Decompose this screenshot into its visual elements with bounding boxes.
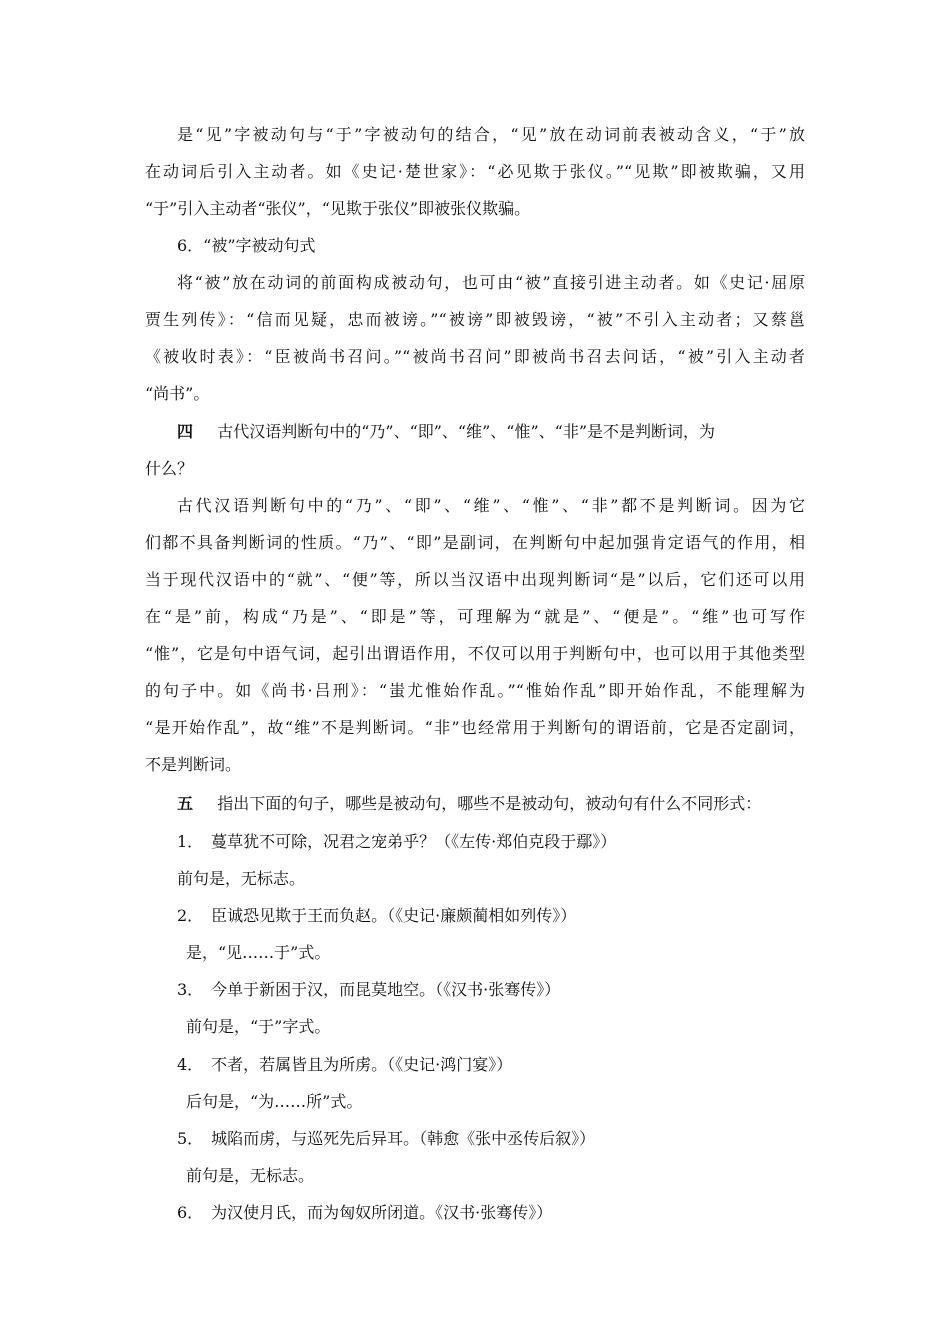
section-heading: 6．“被”字被动句式	[177, 236, 316, 255]
exercise-answer: 前句是，无标志。	[186, 1166, 315, 1185]
text-line: 不是判断词。	[145, 755, 242, 774]
text-line: 们都不具备判断词的性质。“乃”、“即”是副词，在判断句中起加强肯定语气的作用，相	[145, 533, 805, 552]
text-line: 《被收时表》：“臣被尚书召问。”“被尚书召问”即被尚书召去问话，“被”引入主动者	[145, 347, 805, 366]
text-line: 古代汉语判断句中的“乃”、“即”、“维”、“惟”、“非”都不是判断词。因为它	[177, 496, 805, 515]
text-line: 什么？	[145, 459, 194, 478]
exercise-answer: 前句是，“于”字式。	[186, 1017, 331, 1036]
exercise-answer: 后句是，“为……所”式。	[186, 1092, 363, 1111]
text-line: “尚书”。	[145, 384, 210, 403]
exercise-item: 6． 为汉使月氏，而为匈奴所闭道。《汉书·张骞传》）	[177, 1203, 553, 1222]
question-text: 指出下面的句子，哪些是被动句，哪些不是被动句，被动句有什么不同形式：	[217, 794, 762, 813]
text-line: 的句子中。如《尚书·吕刑》：“蚩尤惟始作乱。”“惟始作乱”即开始作乱，不能理解为	[145, 681, 805, 700]
question-line	[177, 794, 761, 814]
text-line: 当于现代汉语中的“就”、“便”等，所以当汉语中出现判断词“是”以后，它们还可以用	[145, 570, 805, 589]
exercise-item: 5． 城陷而虏，与巡死先后异耳。（韩愈《张中丞传后叙》）	[177, 1129, 596, 1148]
question-number: 五	[177, 794, 194, 813]
question-number: 四	[177, 422, 194, 441]
text-line: 在“是”前，构成“乃是”、“即是”等，可理解为“就是”、“便是”。“维”也可写作	[145, 607, 805, 626]
exercise-item: 3． 今单于新困于汉，而昆莫地空。（《汉书·张骞传》）	[177, 980, 561, 999]
text-line: 是“见”字被动句与“于”字被动句的结合，“见”放在动词前表被动含义，“于”放	[177, 125, 805, 144]
text-line: 将“被”放在动词的前面构成被动句，也可由“被”直接引进主动者。如《史记·屈原	[177, 273, 805, 292]
text-line: “于”引入主动者“张仪”，“见欺于张仪”即被张仪欺骗。	[145, 199, 531, 218]
exercise-item: 2． 臣诚恐见欺于王而负赵。（《史记·廉颇蔺相如列传》）	[177, 906, 577, 925]
text-line: 贾生列传》：“信而见疑，忠而被谤。”“被谤”即被毁谤，“被”不引入主动者；又蔡邕	[145, 310, 805, 329]
exercise-answer: 前句是，无标志。	[177, 869, 306, 888]
text-line: “惟”，它是句中语气词，起引出谓语作用，不仅可以用于判断句中，也可以用于其他类型	[145, 644, 805, 663]
exercise-item: 1． 蔓草犹不可除，况君之宠弟乎？（《左传·郑伯克段于鄢》）	[177, 832, 617, 851]
text-line: “是开始作乱”，故“维”不是判断词。“非”也经常用于判断句的谓语前，它是否定副词，	[145, 718, 805, 737]
exercise-answer: 是，“见……于”式。	[186, 943, 331, 962]
exercise-item: 4． 不者，若属皆且为所虏。（《史记·鸿门宴》）	[177, 1055, 513, 1074]
text-line: 在动词后引入主动者。如《史记·楚世家》：“必见欺于张仪。”“见欺”即被欺骗，又用	[145, 162, 805, 181]
question-line	[177, 422, 805, 442]
question-text: 古代汉语判断句中的“乃”、“即”、“维”、“惟”、“非”是不是判断词，为	[217, 422, 716, 441]
